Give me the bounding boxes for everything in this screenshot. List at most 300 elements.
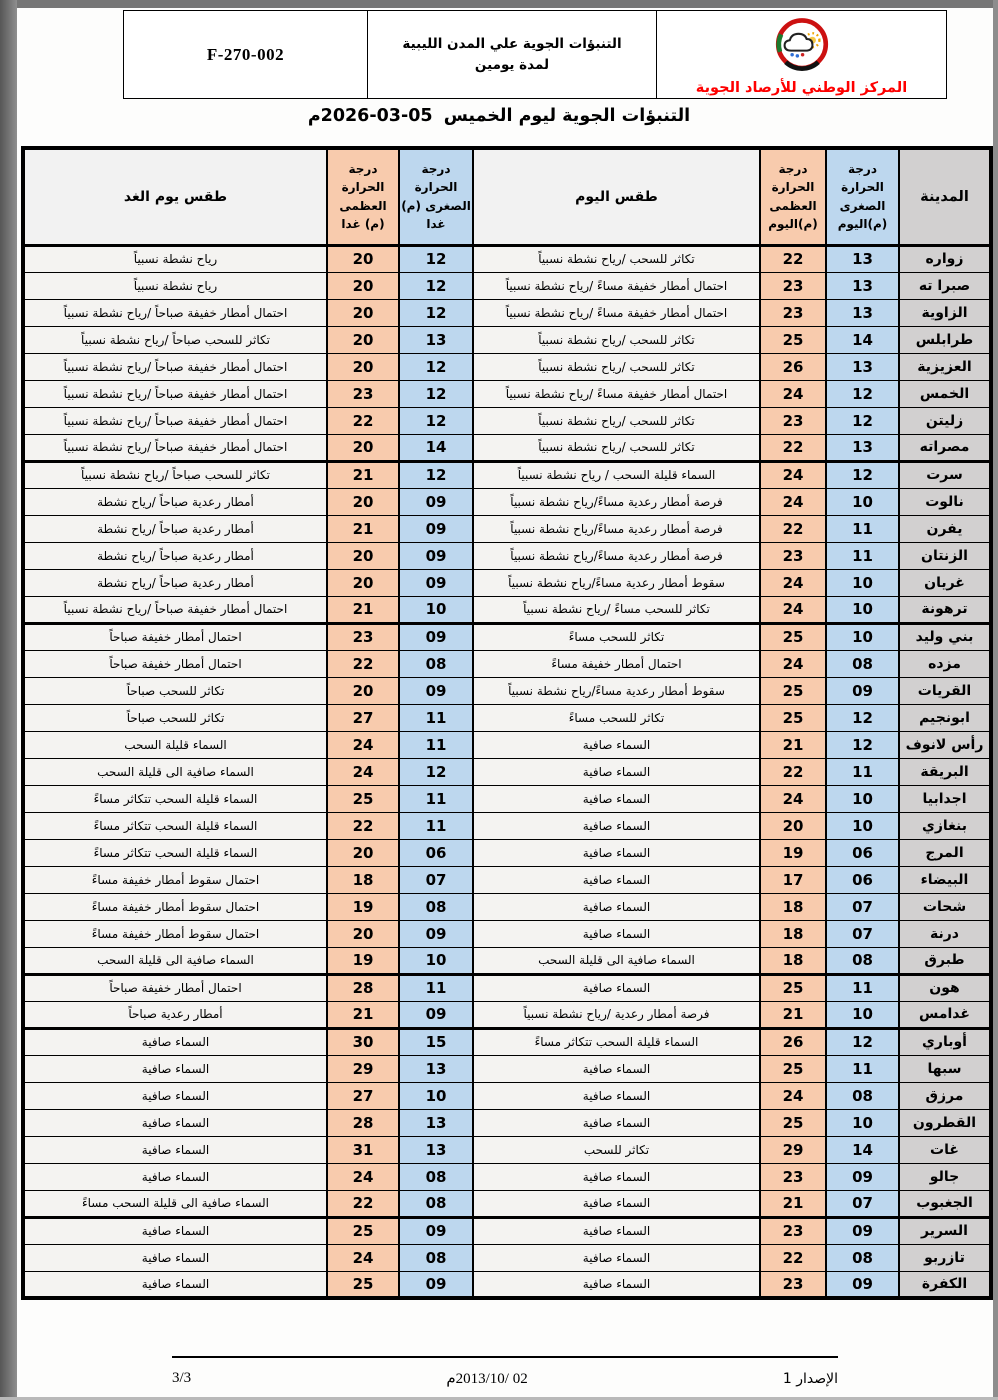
- city-cell: المرج: [899, 839, 991, 866]
- table-row: [23, 1082, 991, 1109]
- today-weather-cell: احتمال أمطار خفيفة مساءً /رياح نشطة نسبياً: [473, 299, 760, 326]
- header-tomorrow-weather: طقس يوم الغد: [23, 148, 327, 245]
- max-tomorrow-cell: 27: [327, 704, 399, 731]
- min-tomorrow-cell: 08: [399, 1190, 473, 1217]
- table-row: [23, 650, 991, 677]
- min-tomorrow-cell: 10: [399, 1082, 473, 1109]
- max-tomorrow-cell: 24: [327, 758, 399, 785]
- tomorrow-weather-cell: أمطار رعدية صباحاً /رياح نشطة: [23, 515, 327, 542]
- min-tomorrow-cell: 09: [399, 515, 473, 542]
- tomorrow-weather-cell: احتمال سقوط أمطار خفيفة مساءً: [23, 893, 327, 920]
- today-weather-cell: فرصة أمطار رعدية مساءً/رياح نشطة نسبياً: [473, 542, 760, 569]
- max-tomorrow-cell: 21: [327, 515, 399, 542]
- forecast-table-body: [23, 245, 991, 1298]
- today-weather-cell: السماء صافية الى قليلة السحب: [473, 947, 760, 974]
- city-cell: شحات: [899, 893, 991, 920]
- tomorrow-weather-cell: احتمال أمطار خفيفة صباحاً /رياح نشطة نسبياً: [23, 434, 327, 461]
- min-tomorrow-cell: 12: [399, 758, 473, 785]
- min-tomorrow-cell: 09: [399, 677, 473, 704]
- today-weather-cell: السماء صافية: [473, 1244, 760, 1271]
- table-row: [23, 299, 991, 326]
- tomorrow-weather-cell: السماء صافية: [23, 1163, 327, 1190]
- max-today-cell: 25: [760, 1109, 826, 1136]
- scan-frame-right: [993, 0, 998, 1400]
- max-tomorrow-cell: 21: [327, 1001, 399, 1028]
- table-row: [23, 704, 991, 731]
- today-weather-cell: السماء صافية: [473, 1190, 760, 1217]
- min-tomorrow-cell: 07: [399, 866, 473, 893]
- header-max-tomorrow: درجة الحرارة العظمى (م) غدا: [327, 148, 399, 245]
- tomorrow-weather-cell: السماء صافية: [23, 1244, 327, 1271]
- min-tomorrow-cell: 09: [399, 1271, 473, 1298]
- max-today-cell: 18: [760, 947, 826, 974]
- min-today-cell: 09: [826, 1163, 899, 1190]
- max-today-cell: 24: [760, 650, 826, 677]
- city-cell: الزنتان: [899, 542, 991, 569]
- city-cell: سبها: [899, 1055, 991, 1082]
- tomorrow-weather-cell: السماء صافية الى قليلة السحب: [23, 758, 327, 785]
- max-tomorrow-cell: 20: [327, 245, 399, 272]
- max-tomorrow-cell: 25: [327, 1217, 399, 1244]
- max-tomorrow-cell: 24: [327, 1163, 399, 1190]
- min-tomorrow-cell: 11: [399, 731, 473, 758]
- max-tomorrow-cell: 23: [327, 623, 399, 650]
- city-cell: تازربو: [899, 1244, 991, 1271]
- table-row: [23, 1136, 991, 1163]
- today-weather-cell: السماء صافية: [473, 839, 760, 866]
- min-tomorrow-cell: 12: [399, 461, 473, 488]
- min-tomorrow-cell: 13: [399, 326, 473, 353]
- min-today-cell: 11: [826, 758, 899, 785]
- min-today-cell: 11: [826, 542, 899, 569]
- city-cell: السرير: [899, 1217, 991, 1244]
- table-row: [23, 596, 991, 623]
- today-weather-cell: السماء صافية: [473, 758, 760, 785]
- max-today-cell: 23: [760, 407, 826, 434]
- max-tomorrow-cell: 20: [327, 488, 399, 515]
- min-tomorrow-cell: 10: [399, 596, 473, 623]
- min-tomorrow-cell: 13: [399, 1109, 473, 1136]
- today-weather-cell: تكاثر للسحب /رياح نشطة نسبياً: [473, 245, 760, 272]
- max-tomorrow-cell: 28: [327, 1109, 399, 1136]
- form-number: F-270-002: [206, 44, 285, 64]
- tomorrow-weather-cell: تكاثر للسحب صباحاً: [23, 677, 327, 704]
- table-row: [23, 434, 991, 461]
- min-today-cell: 12: [826, 731, 899, 758]
- min-tomorrow-cell: 14: [399, 434, 473, 461]
- min-tomorrow-cell: 15: [399, 1028, 473, 1055]
- min-tomorrow-cell: 12: [399, 299, 473, 326]
- city-cell: أوباري: [899, 1028, 991, 1055]
- table-row: [23, 1109, 991, 1136]
- table-row: [23, 1163, 991, 1190]
- footer-page-number: 3/3: [172, 1370, 192, 1386]
- table-row: [23, 758, 991, 785]
- tomorrow-weather-cell: السماء صافية الى قليلة السحب مساءً: [23, 1190, 327, 1217]
- min-today-cell: 06: [826, 866, 899, 893]
- min-today-cell: 08: [826, 947, 899, 974]
- footer-date: م2013/10/ 02: [446, 1371, 528, 1387]
- min-tomorrow-cell: 09: [399, 1001, 473, 1028]
- city-cell: بني وليد: [899, 623, 991, 650]
- city-cell: البريقة: [899, 758, 991, 785]
- today-weather-cell: السماء صافية: [473, 1271, 760, 1298]
- city-cell: مرزق: [899, 1082, 991, 1109]
- table-row: [23, 623, 991, 650]
- min-today-cell: 12: [826, 461, 899, 488]
- max-today-cell: 26: [760, 353, 826, 380]
- today-weather-cell: احتمال أمطار خفيفة مساءً /رياح نشطة نسبياً: [473, 272, 760, 299]
- max-tomorrow-cell: 19: [327, 947, 399, 974]
- city-cell: يفرن: [899, 515, 991, 542]
- max-tomorrow-cell: 20: [327, 542, 399, 569]
- min-today-cell: 08: [826, 1244, 899, 1271]
- forecast-table: [21, 146, 993, 1300]
- tomorrow-weather-cell: السماء صافية: [23, 1055, 327, 1082]
- max-today-cell: 19: [760, 839, 826, 866]
- min-tomorrow-cell: 11: [399, 812, 473, 839]
- table-row: [23, 542, 991, 569]
- city-cell: الجغبوب: [899, 1190, 991, 1217]
- min-today-cell: 11: [826, 1055, 899, 1082]
- max-today-cell: 25: [760, 677, 826, 704]
- min-today-cell: 08: [826, 650, 899, 677]
- header-city: المدينة: [899, 148, 991, 245]
- city-cell: مصراته: [899, 434, 991, 461]
- min-today-cell: 10: [826, 1109, 899, 1136]
- header-max-today: درجة الحرارة العظمى (م)اليوم: [760, 148, 826, 245]
- tomorrow-weather-cell: السماء صافية الى قليلة السحب: [23, 947, 327, 974]
- city-cell: صبرا ته: [899, 272, 991, 299]
- max-today-cell: 21: [760, 1190, 826, 1217]
- min-today-cell: 10: [826, 812, 899, 839]
- min-today-cell: 10: [826, 785, 899, 812]
- min-today-cell: 14: [826, 1136, 899, 1163]
- min-tomorrow-cell: 08: [399, 893, 473, 920]
- tomorrow-weather-cell: السماء صافية: [23, 1109, 327, 1136]
- city-cell: جالو: [899, 1163, 991, 1190]
- today-weather-cell: السماء قليلة السحب تتكاثر مساءً: [473, 1028, 760, 1055]
- max-today-cell: 18: [760, 920, 826, 947]
- today-weather-cell: تكاثر للسحب /رياح نشطة نسبياً: [473, 353, 760, 380]
- today-weather-cell: السماء صافية: [473, 1217, 760, 1244]
- min-today-cell: 08: [826, 1082, 899, 1109]
- document-header: [123, 10, 947, 99]
- min-today-cell: 09: [826, 1271, 899, 1298]
- max-tomorrow-cell: 31: [327, 1136, 399, 1163]
- table-row: [23, 1028, 991, 1055]
- min-tomorrow-cell: 09: [399, 488, 473, 515]
- document-title: [0, 106, 998, 126]
- table-row: [23, 461, 991, 488]
- today-weather-cell: تكاثر للسحب /رياح نشطة نسبياً: [473, 326, 760, 353]
- max-today-cell: 26: [760, 1028, 826, 1055]
- max-tomorrow-cell: 29: [327, 1055, 399, 1082]
- table-row: [23, 353, 991, 380]
- min-tomorrow-cell: 13: [399, 1055, 473, 1082]
- min-today-cell: 13: [826, 272, 899, 299]
- tomorrow-weather-cell: تكاثر للسحب صباحاً /رياح نشطة نسبياً: [23, 461, 327, 488]
- city-cell: اجدابيا: [899, 785, 991, 812]
- today-weather-cell: السماء صافية: [473, 1163, 760, 1190]
- min-tomorrow-cell: 12: [399, 272, 473, 299]
- today-weather-cell: سقوط أمطار رعدية مساءً/رياح نشطة نسبياً: [473, 569, 760, 596]
- max-today-cell: 24: [760, 461, 826, 488]
- header-today-weather: طقس اليوم: [473, 148, 760, 245]
- city-cell: القطرون: [899, 1109, 991, 1136]
- min-today-cell: 10: [826, 623, 899, 650]
- max-tomorrow-cell: 22: [327, 812, 399, 839]
- min-today-cell: 13: [826, 299, 899, 326]
- city-cell: الزاوية: [899, 299, 991, 326]
- min-today-cell: 13: [826, 353, 899, 380]
- min-tomorrow-cell: 08: [399, 650, 473, 677]
- tomorrow-weather-cell: السماء صافية: [23, 1136, 327, 1163]
- min-tomorrow-cell: 09: [399, 623, 473, 650]
- city-cell: غريان: [899, 569, 991, 596]
- form-title: التنبؤات الجوية علي المدن الليبية لمدة يومين: [367, 11, 657, 98]
- tomorrow-weather-cell: احتمال أمطار خفيفة صباحاً /رياح نشطة نسبياً: [23, 299, 327, 326]
- org-name: المركز الوطني للأرصاد الجوية: [695, 79, 908, 96]
- tomorrow-weather-cell: أمطار رعدية صباحاً /رياح نشطة: [23, 542, 327, 569]
- city-cell: سرت: [899, 461, 991, 488]
- today-weather-cell: السماء صافية: [473, 866, 760, 893]
- table-row: [23, 893, 991, 920]
- table-row: [23, 245, 991, 272]
- today-weather-cell: السماء صافية: [473, 1109, 760, 1136]
- tomorrow-weather-cell: أمطار رعدية صباحاً /رياح نشطة: [23, 488, 327, 515]
- tomorrow-weather-cell: رياح نشطة نسبياً: [23, 245, 327, 272]
- header-min-tomorrow: درجة الحرارة الصغرى (م) غدا: [399, 148, 473, 245]
- tomorrow-weather-cell: السماء صافية: [23, 1082, 327, 1109]
- tomorrow-weather-cell: أمطار رعدية صباحاً: [23, 1001, 327, 1028]
- max-today-cell: 23: [760, 542, 826, 569]
- forecast-table-header: [23, 148, 991, 245]
- scan-frame-left: [0, 0, 17, 1400]
- tomorrow-weather-cell: احتمال أمطار خفيفة صباحاً /رياح نشطة نسبياً: [23, 407, 327, 434]
- max-tomorrow-cell: 20: [327, 839, 399, 866]
- min-tomorrow-cell: 12: [399, 407, 473, 434]
- table-row: [23, 1217, 991, 1244]
- max-tomorrow-cell: 28: [327, 974, 399, 1001]
- max-today-cell: 25: [760, 1055, 826, 1082]
- city-cell: نالوت: [899, 488, 991, 515]
- max-tomorrow-cell: 20: [327, 434, 399, 461]
- tomorrow-weather-cell: احتمال سقوط أمطار خفيفة مساءً: [23, 866, 327, 893]
- max-tomorrow-cell: 22: [327, 1190, 399, 1217]
- max-tomorrow-cell: 19: [327, 893, 399, 920]
- max-tomorrow-cell: 24: [327, 731, 399, 758]
- max-today-cell: 23: [760, 1163, 826, 1190]
- min-today-cell: 10: [826, 569, 899, 596]
- max-today-cell: 24: [760, 1082, 826, 1109]
- max-today-cell: 22: [760, 1244, 826, 1271]
- tomorrow-weather-cell: تكاثر للسحب صباحاً /رياح نشطة نسبياً: [23, 326, 327, 353]
- max-today-cell: 24: [760, 488, 826, 515]
- max-tomorrow-cell: 30: [327, 1028, 399, 1055]
- tomorrow-weather-cell: أمطار رعدية صباحاً /رياح نشطة: [23, 569, 327, 596]
- max-today-cell: 24: [760, 785, 826, 812]
- min-today-cell: 12: [826, 407, 899, 434]
- today-weather-cell: فرصة أمطار رعدية مساءً/رياح نشطة نسبياً: [473, 488, 760, 515]
- max-today-cell: 21: [760, 731, 826, 758]
- min-tomorrow-cell: 06: [399, 839, 473, 866]
- tomorrow-weather-cell: السماء صافية: [23, 1271, 327, 1298]
- max-tomorrow-cell: 23: [327, 380, 399, 407]
- max-today-cell: 22: [760, 245, 826, 272]
- tomorrow-weather-cell: احتمال أمطار خفيفة صباحاً: [23, 650, 327, 677]
- city-cell: زواره: [899, 245, 991, 272]
- today-weather-cell: السماء صافية: [473, 893, 760, 920]
- min-tomorrow-cell: 12: [399, 380, 473, 407]
- today-weather-cell: السماء صافية: [473, 920, 760, 947]
- max-tomorrow-cell: 20: [327, 299, 399, 326]
- min-today-cell: 13: [826, 245, 899, 272]
- today-weather-cell: السماء قليلة السحب / رياح نشطة نسبياً: [473, 461, 760, 488]
- table-row: [23, 1244, 991, 1271]
- tomorrow-weather-cell: رياح نشطة نسبياً: [23, 272, 327, 299]
- max-today-cell: 24: [760, 596, 826, 623]
- tomorrow-weather-cell: السماء صافية: [23, 1217, 327, 1244]
- min-today-cell: 07: [826, 1190, 899, 1217]
- table-row: [23, 785, 991, 812]
- tomorrow-weather-cell: السماء قليلة السحب: [23, 731, 327, 758]
- max-tomorrow-cell: 27: [327, 1082, 399, 1109]
- tomorrow-weather-cell: السماء صافية: [23, 1028, 327, 1055]
- min-today-cell: 07: [826, 920, 899, 947]
- tomorrow-weather-cell: تكاثر للسحب صباحاً: [23, 704, 327, 731]
- table-row: [23, 677, 991, 704]
- city-cell: غات: [899, 1136, 991, 1163]
- max-tomorrow-cell: 20: [327, 272, 399, 299]
- max-today-cell: 22: [760, 515, 826, 542]
- max-today-cell: 24: [760, 380, 826, 407]
- table-row: [23, 731, 991, 758]
- table-row: [23, 920, 991, 947]
- min-today-cell: 09: [826, 677, 899, 704]
- min-tomorrow-cell: 08: [399, 1244, 473, 1271]
- footer-version: الإصدار 1: [782, 1370, 838, 1387]
- today-weather-cell: سقوط أمطار رعدية مساءً/رياح نشطة نسبياً: [473, 677, 760, 704]
- max-tomorrow-cell: 21: [327, 596, 399, 623]
- scan-frame-top: [0, 0, 998, 8]
- city-cell: القريات: [899, 677, 991, 704]
- min-tomorrow-cell: 12: [399, 353, 473, 380]
- max-today-cell: 20: [760, 812, 826, 839]
- min-tomorrow-cell: 11: [399, 704, 473, 731]
- document-footer: [172, 1356, 838, 1388]
- max-tomorrow-cell: 21: [327, 461, 399, 488]
- min-today-cell: 12: [826, 380, 899, 407]
- min-today-cell: 10: [826, 596, 899, 623]
- table-row: [23, 488, 991, 515]
- table-row: [23, 1001, 991, 1028]
- today-weather-cell: فرصة أمطار رعدية مساءً/رياح نشطة نسبياً: [473, 515, 760, 542]
- met-center-logo-icon: [773, 17, 831, 79]
- city-cell: العزيزية: [899, 353, 991, 380]
- max-tomorrow-cell: 25: [327, 1271, 399, 1298]
- min-today-cell: 09: [826, 1217, 899, 1244]
- max-today-cell: 23: [760, 299, 826, 326]
- table-row: [23, 839, 991, 866]
- table-row: [23, 1271, 991, 1298]
- max-tomorrow-cell: 20: [327, 677, 399, 704]
- max-today-cell: 25: [760, 704, 826, 731]
- city-cell: طرابلس: [899, 326, 991, 353]
- max-tomorrow-cell: 20: [327, 920, 399, 947]
- max-tomorrow-cell: 18: [327, 866, 399, 893]
- min-tomorrow-cell: 11: [399, 974, 473, 1001]
- min-today-cell: 10: [826, 488, 899, 515]
- city-cell: ترهونة: [899, 596, 991, 623]
- min-today-cell: 06: [826, 839, 899, 866]
- tomorrow-weather-cell: احتمال سقوط أمطار خفيفة مساءً: [23, 920, 327, 947]
- today-weather-cell: السماء صافية: [473, 974, 760, 1001]
- today-weather-cell: تكاثر للسحب مساءً: [473, 704, 760, 731]
- max-today-cell: 23: [760, 1217, 826, 1244]
- city-cell: طبرق: [899, 947, 991, 974]
- today-weather-cell: فرصة أمطار رعدية /رياح نشطة نسبياً: [473, 1001, 760, 1028]
- max-tomorrow-cell: 22: [327, 407, 399, 434]
- min-today-cell: 11: [826, 515, 899, 542]
- max-today-cell: 23: [760, 272, 826, 299]
- max-today-cell: 22: [760, 758, 826, 785]
- today-weather-cell: تكاثر للسحب /رياح نشطة نسبياً: [473, 434, 760, 461]
- max-today-cell: 29: [760, 1136, 826, 1163]
- today-weather-cell: احتمال أمطار خفيفة مساءً /رياح نشطة نسبياً: [473, 380, 760, 407]
- org-logo-cell: [657, 11, 946, 98]
- tomorrow-weather-cell: احتمال أمطار خفيفة صباحاً /رياح نشطة نسبياً: [23, 596, 327, 623]
- table-row: [23, 515, 991, 542]
- city-cell: الخمس: [899, 380, 991, 407]
- max-tomorrow-cell: 24: [327, 1244, 399, 1271]
- max-today-cell: 25: [760, 623, 826, 650]
- table-row: [23, 866, 991, 893]
- tomorrow-weather-cell: السماء قليلة السحب تتكاثر مساءً: [23, 839, 327, 866]
- table-row: [23, 812, 991, 839]
- city-cell: ابونجيم: [899, 704, 991, 731]
- tomorrow-weather-cell: السماء قليلة السحب تتكاثر مساءً: [23, 785, 327, 812]
- min-tomorrow-cell: 12: [399, 245, 473, 272]
- table-row: [23, 380, 991, 407]
- min-tomorrow-cell: 09: [399, 542, 473, 569]
- max-tomorrow-cell: 20: [327, 569, 399, 596]
- city-cell: غدامس: [899, 1001, 991, 1028]
- city-cell: البيضاء: [899, 866, 991, 893]
- table-row: [23, 974, 991, 1001]
- max-tomorrow-cell: 22: [327, 650, 399, 677]
- min-tomorrow-cell: 09: [399, 569, 473, 596]
- max-tomorrow-cell: 25: [327, 785, 399, 812]
- today-weather-cell: تكاثر للسحب مساءً: [473, 623, 760, 650]
- min-tomorrow-cell: 09: [399, 1217, 473, 1244]
- tomorrow-weather-cell: احتمال أمطار خفيفة صباحاً: [23, 623, 327, 650]
- city-cell: درنة: [899, 920, 991, 947]
- min-today-cell: 14: [826, 326, 899, 353]
- tomorrow-weather-cell: احتمال أمطار خفيفة صباحاً /رياح نشطة نسبياً: [23, 353, 327, 380]
- table-row: [23, 1190, 991, 1217]
- min-today-cell: 10: [826, 1001, 899, 1028]
- min-tomorrow-cell: 11: [399, 785, 473, 812]
- tomorrow-weather-cell: احتمال أمطار خفيفة صباحاً: [23, 974, 327, 1001]
- max-today-cell: 21: [760, 1001, 826, 1028]
- max-today-cell: 18: [760, 893, 826, 920]
- table-row: [23, 272, 991, 299]
- document-title-date: م2026-03-05: [307, 106, 433, 126]
- header-min-today: درجة الحرارة الصغرى (م)اليوم: [826, 148, 899, 245]
- max-today-cell: 24: [760, 569, 826, 596]
- city-cell: مزده: [899, 650, 991, 677]
